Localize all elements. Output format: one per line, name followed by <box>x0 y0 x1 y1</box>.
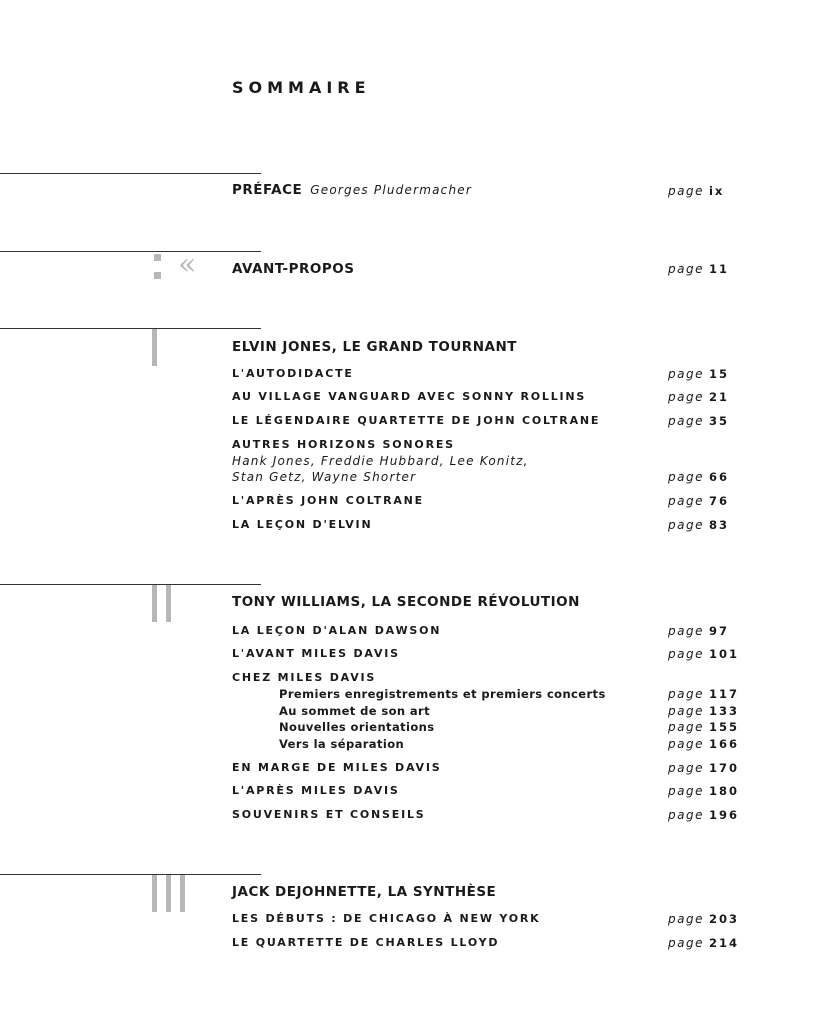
page-number: 155 <box>708 720 739 734</box>
toc-entry[interactable]: EN MARGE DE MILES DAVIS <box>232 761 442 774</box>
toc-entry[interactable]: SOUVENIRS ET CONSEILS <box>232 808 426 821</box>
page-word: page <box>668 936 704 950</box>
page-ref <box>668 761 739 775</box>
roman-numeral-ii-icon <box>166 585 171 622</box>
preface-label: PRÉFACE <box>232 182 303 198</box>
roman-numeral-iii-icon <box>180 875 185 912</box>
toc-entry[interactable]: LA LEÇON D'ALAN DAWSON <box>232 624 442 637</box>
toc-entry[interactable]: AU VILLAGE VANGUARD AVEC SONNY ROLLINS <box>232 390 587 403</box>
page-number: 101 <box>708 647 739 661</box>
page-ref <box>668 737 739 751</box>
section-rule <box>0 173 261 174</box>
toc-entry[interactable]: CHEZ MILES DAVIS <box>232 671 377 684</box>
toc-entry-subtitle: Hank Jones, Freddie Hubbard, Lee Konitz, <box>232 454 529 468</box>
part-title[interactable]: ELVIN JONES, LE GRAND TOURNANT <box>232 339 517 355</box>
page-ref <box>668 624 729 638</box>
page-word: page <box>668 761 704 775</box>
roman-numeral-i-icon <box>152 329 157 366</box>
avant-propos-heading[interactable]: AVANT-PROPOS <box>232 261 355 277</box>
page-word: page <box>668 808 704 822</box>
page-word: page <box>668 262 704 276</box>
section-rule <box>0 584 261 585</box>
page-number: 35 <box>708 414 729 428</box>
toc-entry[interactable]: L'APRÈS MILES DAVIS <box>232 784 400 797</box>
page-number: 214 <box>708 936 739 950</box>
page-number: 11 <box>708 262 729 276</box>
page-ref <box>668 390 729 404</box>
page-ref <box>668 784 739 798</box>
page-word: page <box>668 720 704 734</box>
page-word: page <box>668 784 704 798</box>
page-word: page <box>668 647 704 661</box>
page-word: page <box>668 414 704 428</box>
page-word: page <box>668 518 704 532</box>
part-title[interactable]: TONY WILLIAMS, LA SECONDE RÉVOLUTION <box>232 594 580 610</box>
page-word: page <box>668 624 704 638</box>
page-number: 133 <box>708 704 739 718</box>
preface-heading[interactable] <box>232 182 472 198</box>
page-word: page <box>668 912 704 926</box>
page-number: 15 <box>708 367 729 381</box>
page-ref <box>668 367 729 381</box>
page-ref <box>668 518 729 532</box>
page-word: page <box>668 494 704 508</box>
page-number: 97 <box>708 624 729 638</box>
page-ref <box>668 262 729 276</box>
page-number: ix <box>708 184 725 198</box>
page-word: page <box>668 737 704 751</box>
page-number: 203 <box>708 912 739 926</box>
page-ref <box>668 494 729 508</box>
toc-entry[interactable]: LA LEÇON D'ELVIN <box>232 518 373 531</box>
page-word: page <box>668 184 704 198</box>
toc-entry[interactable]: LE QUARTETTE DE CHARLES LLOYD <box>232 936 500 949</box>
page-number: 83 <box>708 518 729 532</box>
page-number: 196 <box>708 808 739 822</box>
page-ref <box>668 936 739 950</box>
roman-numeral-ii-icon <box>152 585 157 622</box>
part-title[interactable]: JACK DEJOHNETTE, LA SYNTHÈSE <box>232 884 497 900</box>
roman-numeral-iii-icon <box>166 875 171 912</box>
toc-subentry[interactable]: Premiers enregistrements et premiers concerts <box>279 687 606 701</box>
page-ref <box>668 687 739 701</box>
page-ref <box>668 184 724 198</box>
roman-numeral-iii-icon <box>152 875 157 912</box>
page-number: 76 <box>708 494 729 508</box>
toc-subentry[interactable]: Au sommet de son art <box>279 704 431 718</box>
section-rule <box>0 874 261 875</box>
section-rule <box>0 251 261 252</box>
page-ref <box>668 808 739 822</box>
page-number: 21 <box>708 390 729 404</box>
toc-entry[interactable]: L'APRÈS JOHN COLTRANE <box>232 494 424 507</box>
page-word: page <box>668 704 704 718</box>
toc-entry-subtitle: Stan Getz, Wayne Shorter <box>232 470 417 484</box>
page-ref <box>668 647 739 661</box>
toc-subentry[interactable]: Vers la séparation <box>279 737 405 751</box>
toc-entry[interactable]: AUTRES HORIZONS SONORES <box>232 438 455 451</box>
page-title: SOMMAIRE <box>232 78 371 97</box>
page-number: 66 <box>708 470 729 484</box>
page-number: 117 <box>708 687 739 701</box>
page-number: 170 <box>708 761 739 775</box>
toc-entry[interactable]: LE LÉGENDAIRE QUARTETTE DE JOHN COLTRANE <box>232 414 601 427</box>
ornament-dot <box>154 254 161 261</box>
toc-entry[interactable]: LES DÉBUTS : DE CHICAGO À NEW YORK <box>232 912 541 925</box>
page-ref <box>668 470 729 484</box>
page-word: page <box>668 390 704 404</box>
toc-subentry[interactable]: Nouvelles orientations <box>279 720 435 734</box>
preface-author: Georges Pludermacher <box>310 183 472 197</box>
page-ref <box>668 720 739 734</box>
page-ref <box>668 704 739 718</box>
page-word: page <box>668 367 704 381</box>
toc-entry[interactable]: L'AVANT MILES DAVIS <box>232 647 400 660</box>
page-number: 180 <box>708 784 739 798</box>
ornament-dot <box>154 272 161 279</box>
page-number: 166 <box>708 737 739 751</box>
page-ref <box>668 912 739 926</box>
section-rule <box>0 328 261 329</box>
toc-entry[interactable]: L'AUTODIDACTE <box>232 367 354 380</box>
chevron-ornament-icon: « <box>178 247 197 282</box>
page-word: page <box>668 470 704 484</box>
page-word: page <box>668 687 704 701</box>
page-ref <box>668 414 729 428</box>
